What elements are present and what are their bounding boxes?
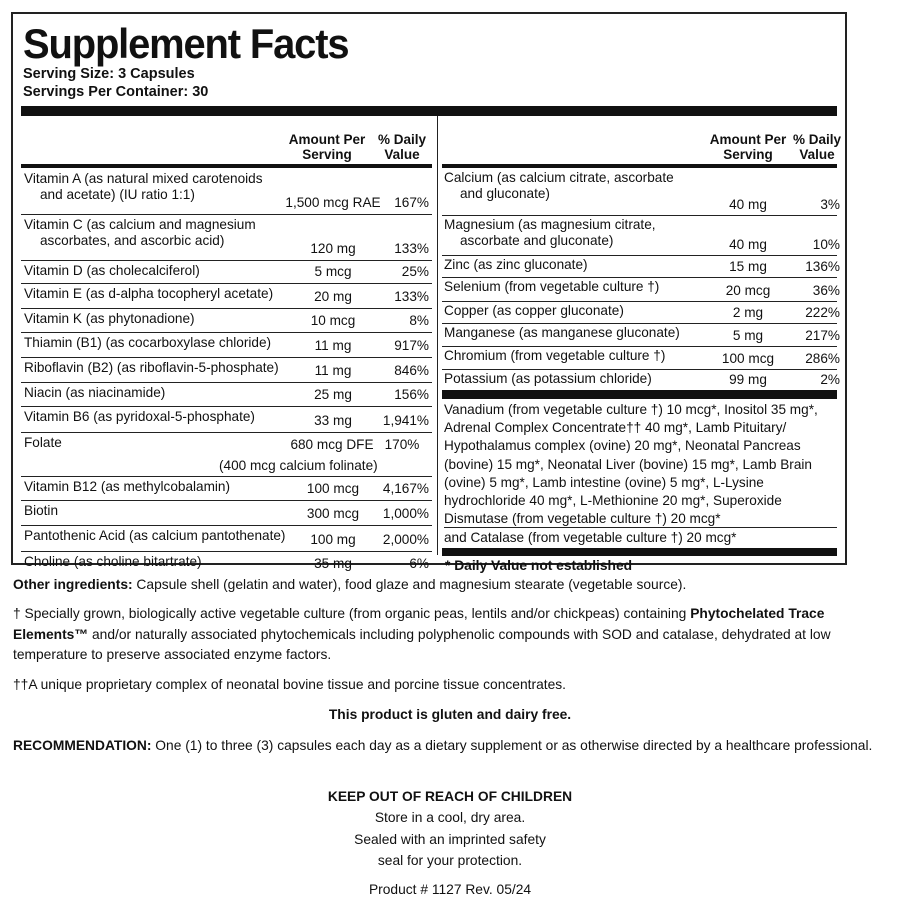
nutrient-daily-value: 846% bbox=[394, 363, 429, 378]
mineral-daily-value: 10% bbox=[812, 237, 840, 252]
nutrient-name-line: Choline (as choline bitartrate) bbox=[24, 554, 202, 569]
header-bar bbox=[21, 106, 837, 116]
right-column bbox=[442, 116, 842, 573]
servings-per-container: Servings Per Container: 30 bbox=[23, 84, 209, 100]
mineral-row bbox=[442, 168, 840, 216]
nutrient-name bbox=[24, 263, 200, 279]
other-ingredients-line: (ovine) 5 mg*, Lamb intestine (ovine) 5 mg*, L-Lysine bbox=[444, 474, 764, 490]
nutrient-name bbox=[24, 217, 256, 249]
amount-header: Amount Per Serving bbox=[288, 132, 366, 162]
mineral-name bbox=[444, 303, 624, 319]
mineral-row bbox=[442, 255, 840, 278]
recommendation: RECOMMENDATION: One (1) to three (3) capsules each day as a dietary supplement or as otherwise directed by a healthcare professional. bbox=[13, 738, 873, 753]
mineral-daily-value: 2% bbox=[820, 372, 840, 387]
mineral-daily-value: 36% bbox=[812, 283, 840, 298]
nutrient-amount: 5 mcg bbox=[314, 264, 352, 279]
nutrient-name bbox=[24, 385, 165, 401]
nutrient-row bbox=[21, 357, 432, 383]
nutrient-name-line: Vitamin E (as d-alpha tocopheryl acetate) bbox=[24, 286, 274, 301]
nutrient-name bbox=[24, 503, 58, 519]
nutrient-name bbox=[24, 435, 62, 451]
nutrient-daily-value: 917% bbox=[394, 338, 429, 353]
mineral-name-line: ascorbate and gluconate) bbox=[460, 233, 614, 248]
storage-note: Store in a cool, dry area. bbox=[374, 810, 526, 825]
seal-note-1: Sealed with an imprinted safety bbox=[354, 832, 546, 847]
nutrient-amount: 680 mcg DFE bbox=[290, 437, 374, 452]
mineral-name-line: Calcium (as calcium citrate, ascorbate bbox=[444, 170, 674, 185]
other-ingredients-line: Hypothalamus complex (ovine) 20 mg*, Neonatal Pancreas bbox=[444, 438, 801, 454]
thick-separator bbox=[442, 390, 837, 399]
mineral-daily-value: 222% bbox=[805, 305, 840, 320]
mineral-name bbox=[444, 170, 674, 202]
nutrient-row bbox=[21, 260, 432, 284]
nutrient-name bbox=[24, 409, 255, 425]
mineral-name-line: Zinc (as zinc gluconate) bbox=[444, 257, 588, 272]
other-ingredients-line: Dismutase (from vegetable culture †) 20 mcg* bbox=[444, 511, 721, 527]
mineral-name bbox=[444, 257, 588, 273]
nutrient-name-line: Riboflavin (B2) (as riboflavin-5-phosphate) bbox=[24, 360, 279, 375]
panel-title: Supplement Facts bbox=[23, 20, 349, 67]
mineral-name-line: Potassium (as potassium chloride) bbox=[444, 371, 652, 386]
nutrient-name-line: Niacin (as niacinamide) bbox=[24, 385, 166, 400]
nutrient-name-line: ascorbates, and ascorbic acid) bbox=[40, 233, 225, 248]
nutrient-name-line: Vitamin B6 (as pyridoxal-5-phosphate) bbox=[24, 409, 255, 424]
nutrient-daily-value: 1,941% bbox=[382, 413, 429, 428]
nutrient-amount: 1,500 mcg RAE bbox=[285, 195, 381, 210]
folate-note: (400 mcg calcium folinate) bbox=[219, 458, 378, 473]
dv-header: % Daily Value bbox=[792, 132, 842, 162]
nutrient-name bbox=[24, 479, 230, 495]
nutrient-row bbox=[21, 214, 432, 261]
dv-header: % Daily Value bbox=[377, 132, 427, 162]
mineral-row bbox=[442, 301, 840, 324]
dagger-footnote: † Specially grown, biologically active vegetable culture (from organic peas, lentils and/or chickpeas) containing Phytochelated Trace Elements™ and/or naturally associated phytochemicals including polyphenolic compounds with SOD and catalase, dehydrated at low temperature to preserve associated enzyme factors. bbox=[13, 606, 831, 662]
nutrient-name bbox=[24, 554, 202, 570]
mineral-name-line: and gluconate) bbox=[460, 186, 550, 201]
product-number: Product # 1127 Rev. 05/24 bbox=[368, 882, 532, 897]
nutrient-row bbox=[21, 500, 432, 526]
nutrient-name-line: Biotin bbox=[24, 503, 59, 518]
nutrient-daily-value: 2,000% bbox=[382, 532, 429, 547]
other-ingredients-line: hydrochloride 40 mg*, L-Methionine 20 mg*, Superoxide bbox=[444, 493, 782, 509]
nutrient-daily-value: 1,000% bbox=[382, 506, 429, 521]
serving-size: Serving Size: 3 Capsules bbox=[23, 66, 195, 82]
left-column-header bbox=[21, 116, 432, 168]
nutrient-name-line: Folate bbox=[24, 435, 62, 450]
nutrient-name-line: Pantothenic Acid (as calcium pantothenate) bbox=[24, 528, 286, 543]
nutrient-daily-value: 6% bbox=[409, 556, 429, 571]
thick-separator bbox=[442, 548, 837, 556]
gluten-free-note: This product is gluten and dairy free. bbox=[328, 707, 572, 722]
nutrient-daily-value: 167% bbox=[394, 195, 429, 210]
column-divider bbox=[437, 116, 438, 555]
nutrient-name-line: Vitamin K (as phytonadione) bbox=[24, 311, 195, 326]
nutrient-row bbox=[21, 432, 432, 477]
nutrient-name bbox=[24, 335, 271, 351]
mineral-name bbox=[444, 217, 656, 249]
nutrient-row bbox=[21, 382, 432, 407]
left-column bbox=[21, 116, 432, 571]
nutrient-row bbox=[21, 168, 432, 215]
nutrient-daily-value: 133% bbox=[394, 241, 429, 256]
mineral-daily-value: 3% bbox=[820, 197, 840, 212]
nutrient-row bbox=[21, 332, 432, 358]
nutrient-name bbox=[24, 360, 279, 376]
mineral-daily-value: 217% bbox=[805, 328, 840, 343]
nutrient-row bbox=[21, 406, 432, 433]
nutrient-daily-value: 8% bbox=[409, 313, 429, 328]
mineral-row bbox=[442, 369, 840, 390]
nutrient-name bbox=[24, 311, 195, 327]
nutrient-daily-value: 133% bbox=[394, 289, 429, 304]
mineral-amount: 2 mg bbox=[732, 305, 764, 320]
other-ingredients-line: Vanadium (from vegetable culture †) 10 mcg*, Inositol 35 mg*, bbox=[444, 402, 818, 417]
nutrient-amount: 33 mg bbox=[314, 413, 352, 428]
supplement-facts-panel bbox=[11, 12, 847, 573]
mineral-name bbox=[444, 371, 652, 387]
nutrient-amount: 100 mg bbox=[310, 532, 356, 547]
nutrient-amount: 10 mcg bbox=[310, 313, 356, 328]
mineral-amount: 20 mcg bbox=[725, 283, 771, 298]
other-ingredients-line: Adrenal Complex Concentrate†† 40 mg*, Lamb Pituitary/ bbox=[444, 420, 787, 436]
mineral-daily-value: 136% bbox=[805, 259, 840, 274]
catalase-line: and Catalase (from vegetable culture †) 20 mcg* bbox=[444, 527, 837, 547]
mineral-daily-value: 286% bbox=[805, 351, 840, 366]
nutrient-daily-value: 170% bbox=[384, 437, 420, 452]
nutrient-row bbox=[21, 551, 432, 575]
mineral-name-line: Chromium (from vegetable culture †) bbox=[444, 348, 666, 363]
nutrient-name-line: Vitamin A (as natural mixed carotenoids bbox=[24, 171, 263, 186]
mineral-amount: 40 mg bbox=[729, 237, 767, 252]
mineral-name-line: Selenium (from vegetable culture †) bbox=[444, 279, 660, 294]
other-ingredients-line: (bovine) 15 mg*, Neonatal Liver (bovine) 15 mg*, Lamb Brain bbox=[444, 456, 812, 472]
nutrient-name-line: Thiamin (B1) (as cocarboxylase chloride) bbox=[24, 335, 272, 350]
nutrient-name-line: and acetate) (IU ratio 1:1) bbox=[40, 187, 195, 202]
mineral-name-line: Copper (as copper gluconate) bbox=[444, 303, 624, 318]
nutrient-amount: 11 mg bbox=[314, 338, 352, 353]
nutrient-name bbox=[24, 528, 285, 544]
nutrient-amount: 20 mg bbox=[314, 289, 352, 304]
nutrient-name-line: Vitamin D (as cholecalciferol) bbox=[24, 263, 200, 278]
nutrient-amount: 300 mcg bbox=[306, 506, 360, 521]
nutrient-daily-value: 156% bbox=[394, 387, 429, 402]
nutrient-amount: 100 mcg bbox=[306, 481, 360, 496]
daily-value-note: * Daily Value not established bbox=[445, 558, 633, 573]
nutrient-amount: 120 mg bbox=[310, 241, 356, 256]
double-dagger-footnote: ††A unique proprietary complex of neonatal bovine tissue and porcine tissue concentrates. bbox=[13, 677, 566, 692]
nutrient-daily-value: 25% bbox=[401, 264, 429, 279]
mineral-row bbox=[442, 323, 840, 347]
mineral-row bbox=[442, 346, 840, 370]
nutrient-amount: 11 mg bbox=[314, 363, 352, 378]
nutrient-amount: 25 mg bbox=[314, 387, 352, 402]
mineral-row bbox=[442, 277, 840, 302]
mineral-name bbox=[444, 279, 659, 295]
amount-header: Amount Per Serving bbox=[709, 132, 787, 162]
keep-out-warning: KEEP OUT OF REACH OF CHILDREN bbox=[327, 789, 573, 804]
mineral-row bbox=[442, 215, 840, 256]
nutrient-name bbox=[24, 171, 263, 203]
nutrient-daily-value: 4,167% bbox=[382, 481, 429, 496]
mineral-name bbox=[444, 348, 665, 364]
other-ingredients: Other ingredients: Capsule shell (gelatin and water), food glaze and magnesium stearate (vegetable source). bbox=[13, 577, 687, 592]
other-ingredients-list bbox=[444, 401, 837, 528]
nutrient-row bbox=[21, 476, 432, 501]
mineral-name-line: Magnesium (as magnesium citrate, bbox=[444, 217, 656, 232]
seal-note-2: seal for your protection. bbox=[377, 853, 523, 868]
nutrient-amount: 35 mg bbox=[314, 556, 352, 571]
mineral-amount: 5 mg bbox=[732, 328, 764, 343]
mineral-amount: 15 mg bbox=[729, 259, 767, 274]
nutrient-name bbox=[24, 286, 273, 302]
nutrient-row bbox=[21, 283, 432, 309]
nutrient-name-line: Vitamin B12 (as methylcobalamin) bbox=[24, 479, 231, 494]
nutrient-name-line: Vitamin C (as calcium and magnesium bbox=[24, 217, 256, 232]
nutrient-row bbox=[21, 525, 432, 552]
right-column-header bbox=[442, 116, 842, 168]
mineral-amount: 99 mg bbox=[729, 372, 767, 387]
mineral-name bbox=[444, 325, 680, 341]
mineral-name-line: Manganese (as manganese gluconate) bbox=[444, 325, 680, 340]
nutrient-row bbox=[21, 308, 432, 333]
mineral-amount: 100 mcg bbox=[721, 351, 775, 366]
mineral-amount: 40 mg bbox=[729, 197, 767, 212]
